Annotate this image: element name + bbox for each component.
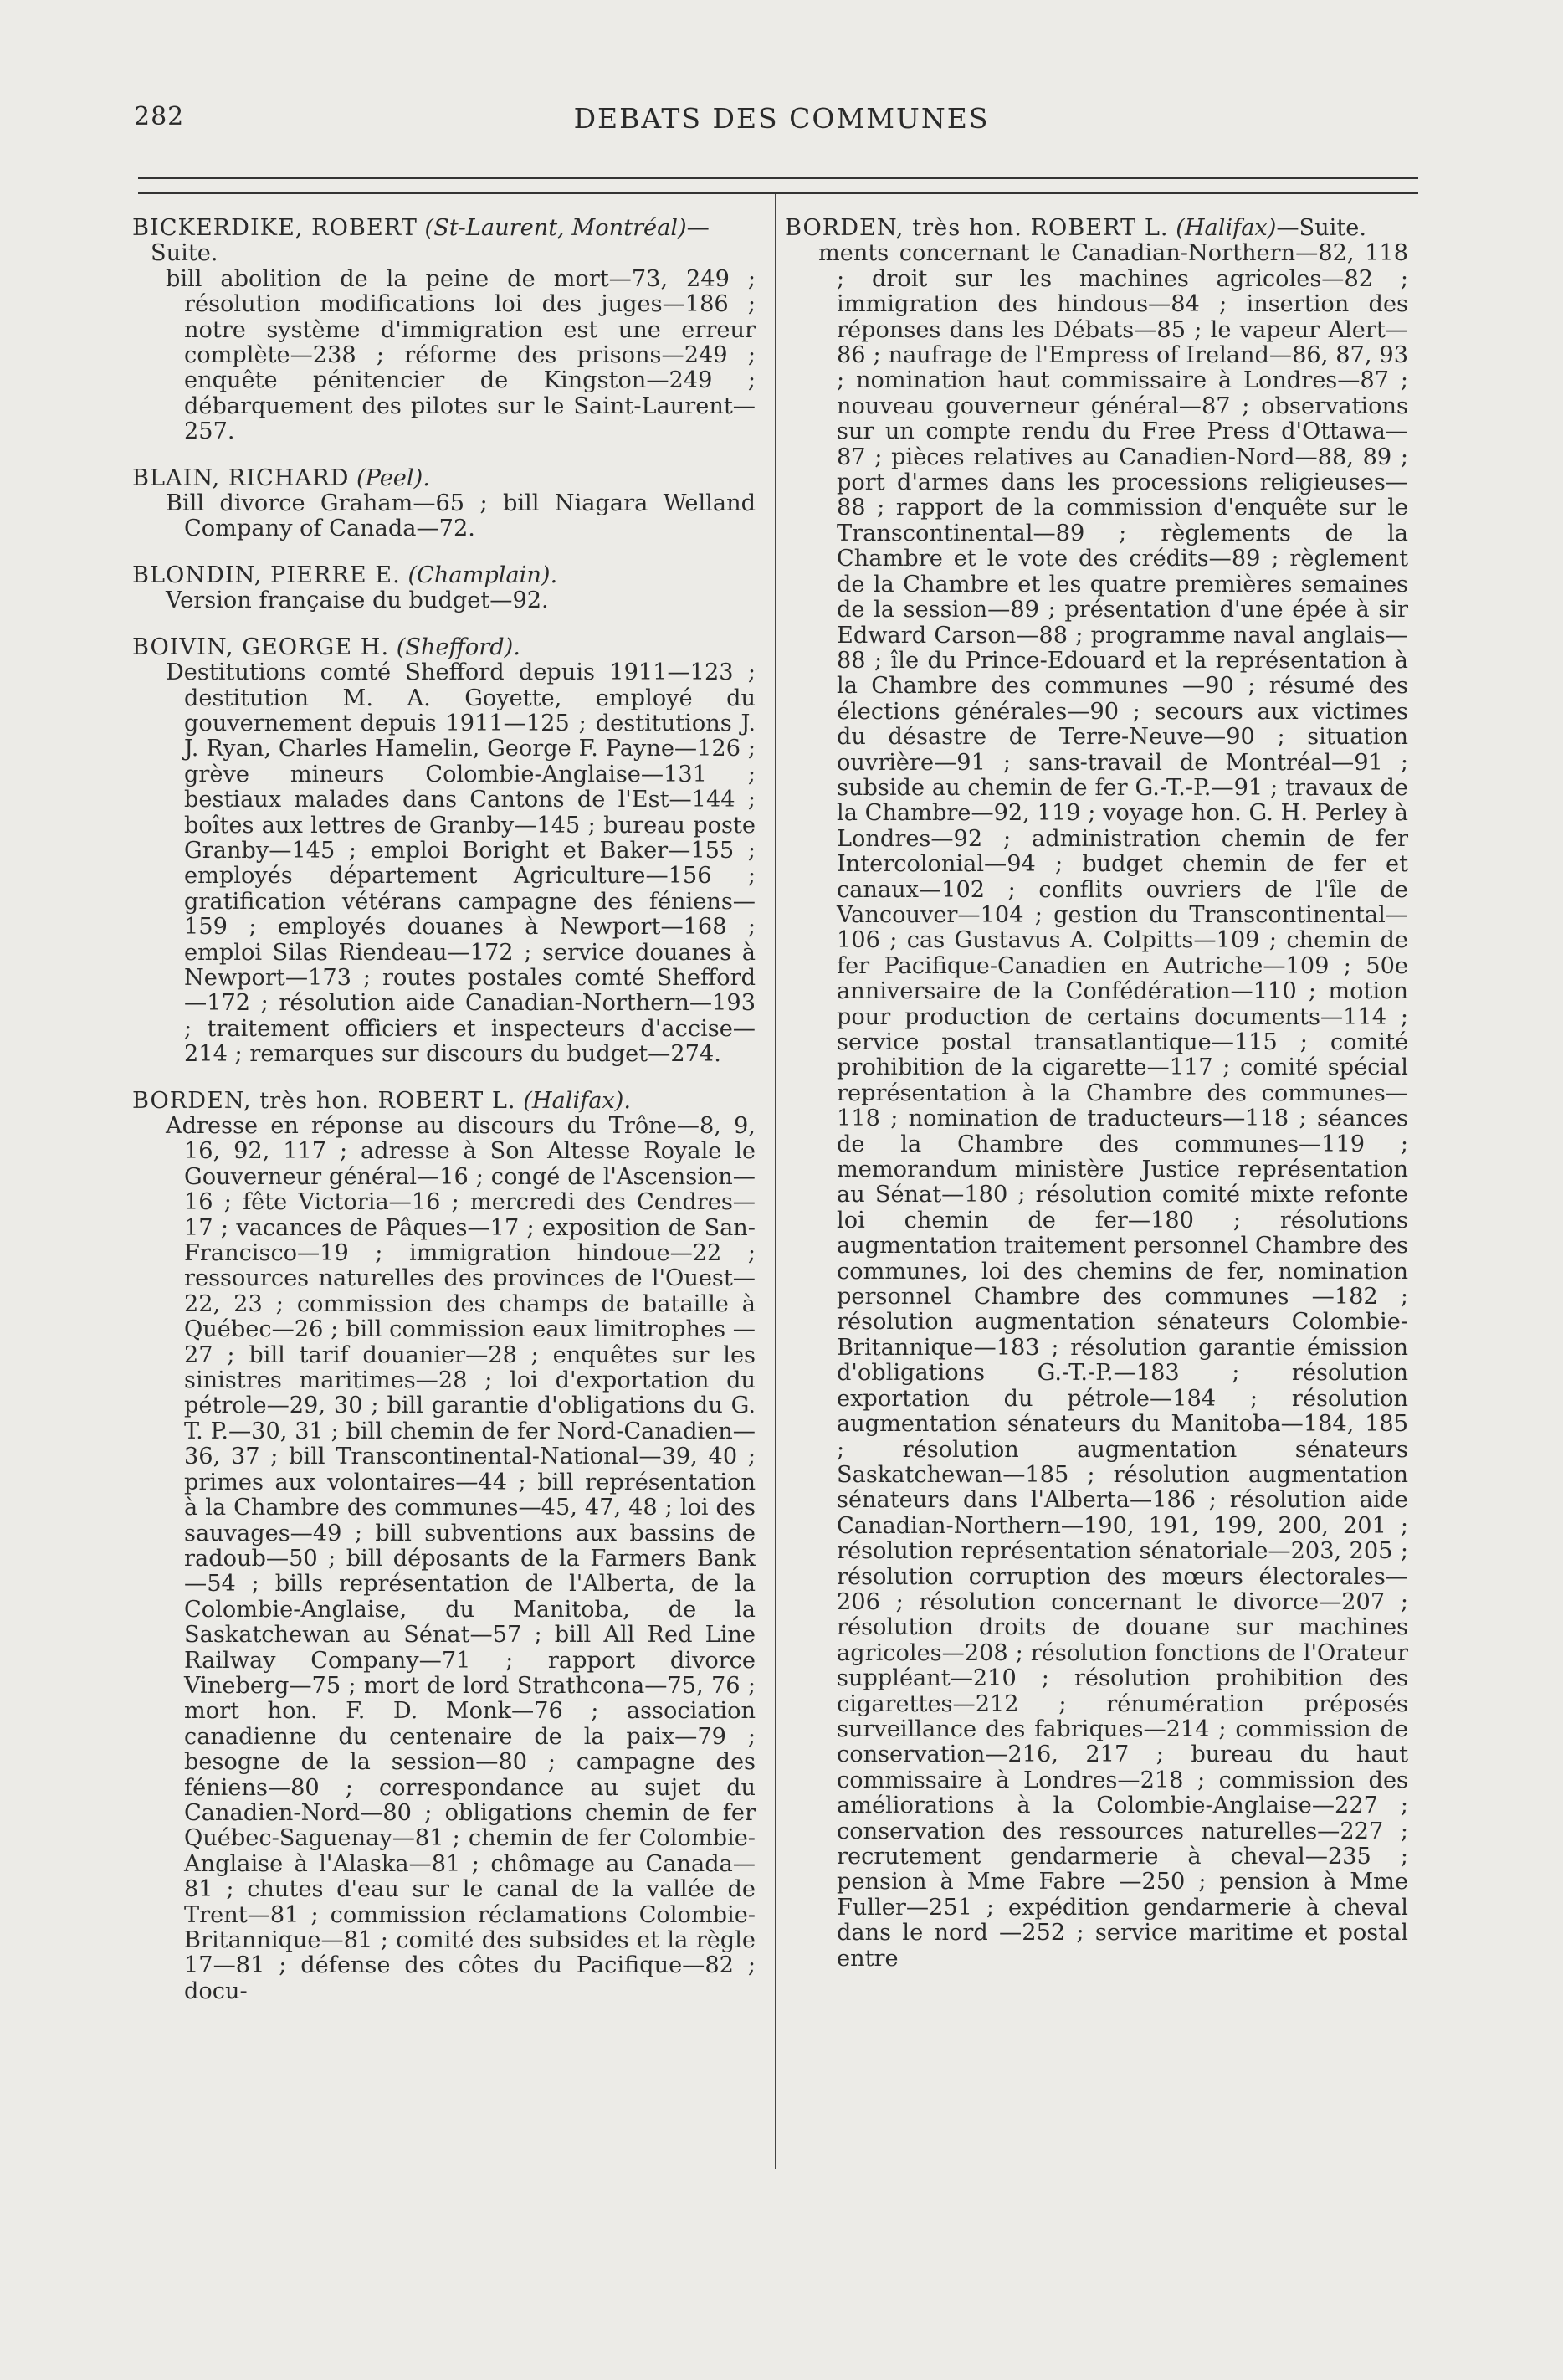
heading-suffix: —Suite. xyxy=(151,215,710,267)
member-name: BLAIN, RICHARD xyxy=(132,464,350,491)
entry-heading xyxy=(132,1089,756,1114)
constituency: (Champlain). xyxy=(407,562,558,588)
member-name: BORDEN, très hon. ROBERT L. xyxy=(785,215,1169,241)
header-rule-lower xyxy=(138,192,1418,194)
entry-heading xyxy=(132,563,756,588)
member-name: BORDEN, très hon. ROBERT L. xyxy=(132,1087,516,1114)
member-name: BLONDIN, PIERRE E. xyxy=(132,562,401,588)
running-head: DEBATS DES COMMUNES xyxy=(573,102,990,135)
column-divider xyxy=(775,194,776,2169)
index-entry-borden xyxy=(132,1089,756,2005)
entry-text: ments concernant le Canadian-Northern—82, 118 ; droit sur les machines agricoles—82 ; immigration des hindous—84 ; insertion des réponses dans les Débats—85 ; le vapeur Alert—86 ; naufrage de l'Empress of Ireland—86, 87, 93 ; nomination haut commissaire à Londres—87 ; nouveau gouverneur général—87 ; observations sur un compte rendu du Free Press d'Ottawa—87 ; pièces relatives au Canadien-Nord—88, 89 ; port d'armes dans les processions religieuses—88 ; rapport de la commission d'enquête sur le Transcontinental—89 ; règlements de la Chambre et le vote des crédits—89 ; règlement de la Chambre et les quatre premières semaines de la session—89 ; présentation d'une épée à sir Edward Carson—88 ; programme naval anglais—88 ; île du Prince-Edouard et la représentation à la Chambre des communes —90 ; résumé des élections générales—90 ; secours aux victimes du désastre de Terre-Neuve—90 ; situation ouvrière—91 ; sans-travail de Montréal—91 ; subside au chemin de fer G.-T.-P.—91 ; travaux de la Chambre—92, 119 ; voyage hon. G. H. Perley à Londres—92 ; administration chemin de fer Intercolonial—94 ; budget chemin de fer et canaux—102 ; conflits ouvriers de l'île de Vancouver—104 ; gestion du Transcontinental—106 ; cas Gustavus A. Colpitts—109 ; chemin de fer Pacifique-Canadien en Autriche—109 ; 50e anniversaire de la Confédération—110 ; motion pour production de certains documents—114 ; service postal transatlantique—115 ; comité prohibition de la cigarette—117 ; comité spécial représentation à la Chambre des communes—118 ; nomination de traducteurs—118 ; séances de la Chambre des communes—119 ; memorandum ministère Justice représentation au Sénat—180 ; résolution comité mixte refonte loi chemin de fer—180 ; résolutions augmentation traitement personnel Chambre des communes, loi des chemins de fer, nomination personnel Chambre des communes —182 ; résolution augmentation sénateurs Colombie-Britannique—183 ; résolution garantie émission d'obligations G.-T.-P.—183 ; résolution exportation du pétrole—184 ; résolution augmentation sénateurs du Manitoba—184, 185 ; résolution augmentation sénateurs Saskatchewan—185 ; résolution augmentation sénateurs dans l'Alberta—186 ; résolution aide Canadian-Northern—190, 191, 199, 200, 201 ; résolution représentation sénatoriale—203, 205 ; résolution corruption des mœurs électorales—206 ; résolution concernant le divorce—207 ; résolution droits de douane sur machines agricoles—208 ; résolution fonctions de l'Orateur suppléant—210 ; résolution prohibition des cigarettes—212 ; rénumération préposés surveillance des fabriques—214 ; commission de conservation—216, 217 ; bureau du haut commissaire à Londres—218 ; commission des améliorations à la Colombie-Anglaise—227 ; conservation des ressources naturelles—227 ; recrutement gendarmerie à cheval—235 ; pension à Mme Fabre —250 ; pension à Mme Fuller—251 ; expédition gendarmerie à cheval dans le nord —252 ; service maritime et postal entre xyxy=(818,240,1408,1972)
index-entry-borden-continued xyxy=(785,216,1408,1972)
constituency: (St-Laurent, Montréal) xyxy=(424,215,687,241)
constituency: (Halifax). xyxy=(523,1087,631,1114)
constituency: (Shefford). xyxy=(396,633,520,660)
member-name: BICKERDIKE, ROBERT xyxy=(132,215,418,241)
entry-text: bill abolition de la peine de mort—73, 249 ; résolution modifications loi des juges—186 ; notre système d'immigration est une erreur complète—238 ; réforme des prisons—249 ; enquête pénitencier de Kingston—249 ; débarquement des pilotes sur le Saint-Laurent—257. xyxy=(166,265,756,445)
left-column xyxy=(132,216,756,2025)
page-number: 282 xyxy=(134,102,185,131)
entry-text: Version française du budget—92. xyxy=(166,587,549,614)
entry-text: Adresse en réponse au discours du Trône—8, 9, 16, 92, 117 ; adresse à Son Altesse Royale le Gouverneur général—16 ; congé de l'Ascension—16 ; fête Victoria—16 ; mercredi des Cendres—17 ; vacances de Pâques—17 ; exposition de San-Francisco—19 ; immigration hindoue—22 ; ressources naturelles des provinces de l'Ouest—22, 23 ; commission des champs de bataille à Québec—26 ; bill commission eaux limitrophes —27 ; bill tarif douanier—28 ; enquêtes sur les sinistres maritimes—28 ; loi d'exportation du pétrole—29, 30 ; bill garantie d'obligations du G. T. P.—30, 31 ; bill chemin de fer Nord-Canadien—36, 37 ; bill Transcontinental-National—39, 40 ; primes aux volontaires—44 ; bill représentation à la Chambre des communes—45, 47, 48 ; loi des sauvages—49 ; bill subventions aux bassins de radoub—50 ; bill déposants de la Farmers Bank—54 ; bills représentation de l'Alberta, de la Colombie-Anglaise, du Manitoba, de la Saskatchewan au Sénat—57 ; bill All Red Line Railway Company—71 ; rapport divorce Vineberg—75 ; mort de lord Strathcona—75, 76 ; mort hon. F. D. Monk—76 ; association canadienne du centenaire de la paix—79 ; besogne de la session—80 ; campagne des féniens—80 ; correspondance au sujet du Canadien-Nord—80 ; obligations chemin de fer Québec-Saguenay—81 ; chemin de fer Colombie-Anglaise à l'Alaska—81 ; chômage au Canada—81 ; chutes d'eau sur le canal de la vallée de Trent—81 ; commission réclamations Colombie-Britannique—81 ; comité des subsides et la règle 17—81 ; défense des côtes du Pacifique—82 ; docu- xyxy=(166,1113,756,2004)
entry-text: Destitutions comté Shefford depuis 1911—123 ; destitution M. A. Goyette, employé du gouvernement depuis 1911—125 ; destitutions J. J. Ryan, Charles Hamelin, George F. Payne—126 ; grève mineurs Colombie-Anglaise—131 ; bestiaux malades dans Cantons de l'Est—144 ; boîtes aux lettres de Granby—145 ; bureau poste Granby—145 ; emploi Boright et Baker—155 ; employés département Agriculture—156 ; gratification vétérans campagne des féniens—159 ; employés douanes à Newport—168 ; emploi Silas Riendeau—172 ; service douanes à Newport—173 ; routes postales comté Shefford—172 ; résolution aide Canadian-Northern—193 ; traitement officiers et inspecteurs d'accise—214 ; remarques sur discours du budget—274. xyxy=(166,659,756,1068)
entry-heading xyxy=(132,216,756,267)
index-entry-blondin xyxy=(132,563,756,614)
index-entry-blain xyxy=(132,466,756,542)
index-entry-boivin xyxy=(132,635,756,1068)
right-column xyxy=(785,216,1408,1993)
member-name: BOIVIN, GEORGE H. xyxy=(132,633,390,660)
heading-suffix: —Suite. xyxy=(1276,215,1367,241)
index-entry-bickerdike xyxy=(132,216,756,445)
entry-heading xyxy=(132,466,756,491)
entry-text: Bill divorce Graham—65 ; bill Niagara Welland Company of Canada—72. xyxy=(166,490,756,542)
constituency: (Peel). xyxy=(356,464,430,491)
entry-heading xyxy=(132,635,756,660)
constituency: (Halifax) xyxy=(1176,215,1277,241)
header-rule xyxy=(138,177,1418,179)
entry-heading xyxy=(785,216,1408,241)
